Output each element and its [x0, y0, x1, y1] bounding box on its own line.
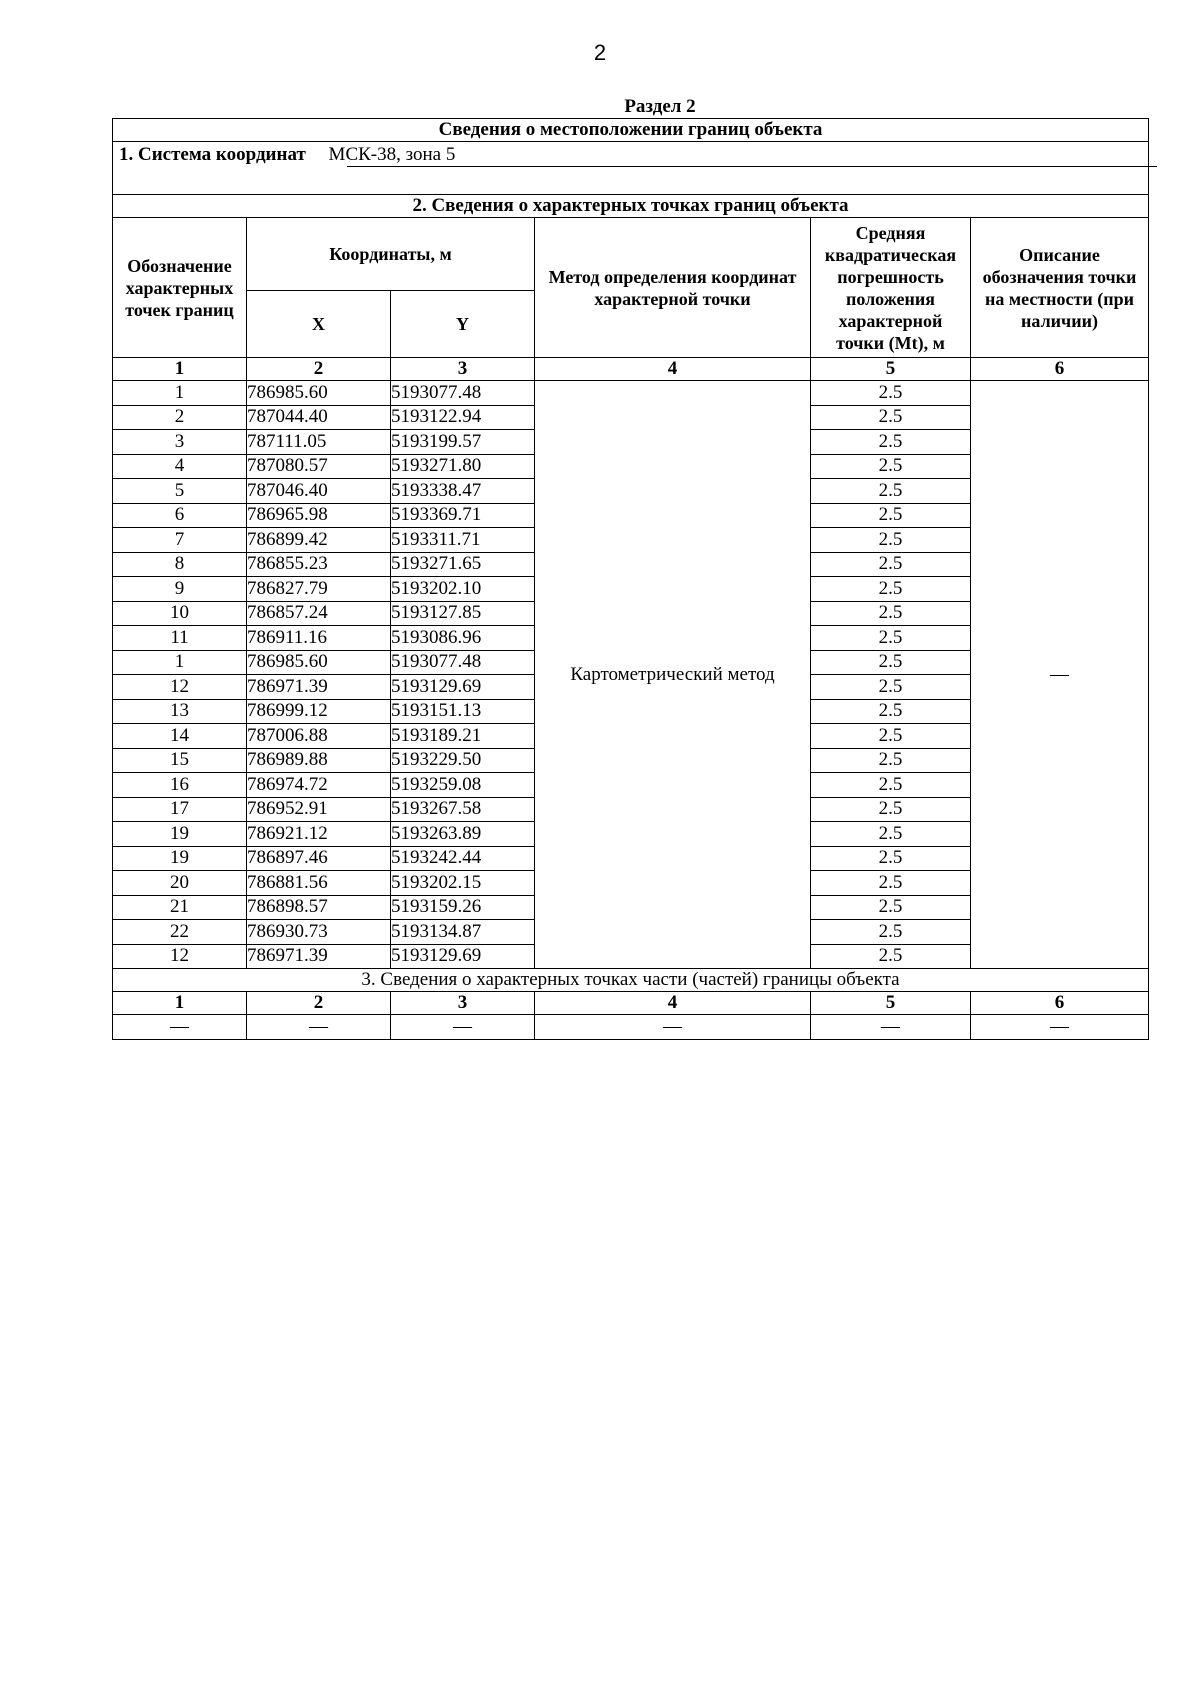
point-number: 16	[113, 773, 247, 798]
point-x: 786965.98	[247, 503, 391, 528]
coord-system-row	[113, 142, 1149, 169]
point-number: 19	[113, 846, 247, 871]
point-mt: 2.5	[811, 895, 971, 920]
point-mt: 2.5	[811, 626, 971, 651]
method-cell: Картометрический метод	[535, 381, 811, 969]
point-x: 787046.40	[247, 479, 391, 504]
point-mt: 2.5	[811, 454, 971, 479]
point-number: 9	[113, 577, 247, 602]
point-number: 1	[113, 650, 247, 675]
point-x: 786952.91	[247, 797, 391, 822]
parts-empty-cell: —	[113, 1015, 247, 1040]
point-number: 6	[113, 503, 247, 528]
coord-system-cell	[113, 142, 1149, 169]
point-y: 5193259.08	[391, 773, 535, 798]
parts-empty-cell: —	[811, 1015, 971, 1040]
point-x: 786974.72	[247, 773, 391, 798]
header-row-1	[113, 218, 1149, 291]
column-number: 2	[247, 358, 391, 381]
parts-empty-row	[113, 1015, 1149, 1040]
point-mt: 2.5	[811, 944, 971, 969]
point-number: 15	[113, 748, 247, 773]
point-number: 2	[113, 405, 247, 430]
point-y: 5193369.71	[391, 503, 535, 528]
point-number: 8	[113, 552, 247, 577]
parts-column-number: 5	[811, 992, 971, 1015]
point-y: 5193271.80	[391, 454, 535, 479]
point-x: 786857.24	[247, 601, 391, 626]
point-x: 786985.60	[247, 381, 391, 406]
point-y: 5193151.13	[391, 699, 535, 724]
point-x: 786985.60	[247, 650, 391, 675]
point-number: 12	[113, 944, 247, 969]
point-y: 5193134.87	[391, 920, 535, 945]
point-mt: 2.5	[811, 430, 971, 455]
parts-column-number: 4	[535, 992, 811, 1015]
point-y: 5193267.58	[391, 797, 535, 822]
point-number: 10	[113, 601, 247, 626]
point-number: 7	[113, 528, 247, 553]
point-x: 786989.88	[247, 748, 391, 773]
point-mt: 2.5	[811, 503, 971, 528]
parts-column-number: 6	[971, 992, 1149, 1015]
header-method: Метод определения координат характерной точки	[535, 218, 811, 358]
table-title-row	[113, 119, 1149, 142]
point-mt: 2.5	[811, 773, 971, 798]
point-y: 5193338.47	[391, 479, 535, 504]
point-mt: 2.5	[811, 920, 971, 945]
parts-empty-cell: —	[391, 1015, 535, 1040]
point-mt: 2.5	[811, 797, 971, 822]
header-x: X	[247, 291, 391, 358]
point-y: 5193202.15	[391, 871, 535, 896]
point-mt: 2.5	[811, 528, 971, 553]
point-mt: 2.5	[811, 699, 971, 724]
point-number: 19	[113, 822, 247, 847]
point-mt: 2.5	[811, 822, 971, 847]
parts-column-number: 3	[391, 992, 535, 1015]
points-section-row	[113, 195, 1149, 218]
point-mt: 2.5	[811, 650, 971, 675]
parts-section-title: 3. Сведения о характерных точках части (частей) границы объекта	[113, 969, 1149, 992]
point-mt: 2.5	[811, 601, 971, 626]
description-cell: —	[971, 381, 1149, 969]
spacer-cell	[113, 168, 1149, 195]
coord-system-value: МСК-38, зона 5	[328, 143, 456, 165]
parts-empty-cell: —	[247, 1015, 391, 1040]
parts-empty-cell: —	[535, 1015, 811, 1040]
point-number: 4	[113, 454, 247, 479]
point-mt: 2.5	[811, 405, 971, 430]
point-number: 17	[113, 797, 247, 822]
point-number: 21	[113, 895, 247, 920]
point-mt: 2.5	[811, 871, 971, 896]
parts-empty-cell: —	[971, 1015, 1149, 1040]
points-section-title: 2. Сведения о характерных точках границ объекта	[113, 195, 1149, 218]
point-number: 20	[113, 871, 247, 896]
point-number: 12	[113, 675, 247, 700]
column-number: 5	[811, 358, 971, 381]
point-mt: 2.5	[811, 577, 971, 602]
point-x: 786898.57	[247, 895, 391, 920]
header-description: Описание обозначения точки на местности (при наличии)	[971, 218, 1149, 358]
point-mt: 2.5	[811, 675, 971, 700]
header-y: Y	[391, 291, 535, 358]
point-y: 5193199.57	[391, 430, 535, 455]
point-y: 5193263.89	[391, 822, 535, 847]
parts-column-numbers-row	[113, 992, 1149, 1015]
point-x: 786881.56	[247, 871, 391, 896]
column-number: 4	[535, 358, 811, 381]
point-x: 786897.46	[247, 846, 391, 871]
point-mt: 2.5	[811, 724, 971, 749]
parts-column-number: 1	[113, 992, 247, 1015]
page-number: 2	[593, 40, 607, 65]
point-x: 787080.57	[247, 454, 391, 479]
point-number: 1	[113, 381, 247, 406]
point-y: 5193311.71	[391, 528, 535, 553]
point-mt: 2.5	[811, 479, 971, 504]
column-numbers-row	[113, 358, 1149, 381]
point-number: 3	[113, 430, 247, 455]
point-x: 786971.39	[247, 944, 391, 969]
point-y: 5193159.26	[391, 895, 535, 920]
column-number: 3	[391, 358, 535, 381]
point-x: 786827.79	[247, 577, 391, 602]
header-coordinates: Координаты, м	[247, 218, 535, 291]
point-x: 786999.12	[247, 699, 391, 724]
column-number: 1	[113, 358, 247, 381]
point-y: 5193077.48	[391, 381, 535, 406]
point-y: 5193122.94	[391, 405, 535, 430]
point-y: 5193229.50	[391, 748, 535, 773]
point-x: 787044.40	[247, 405, 391, 430]
point-y: 5193129.69	[391, 675, 535, 700]
column-number: 6	[971, 358, 1149, 381]
point-mt: 2.5	[811, 552, 971, 577]
point-y: 5193086.96	[391, 626, 535, 651]
point-number: 22	[113, 920, 247, 945]
point-mt: 2.5	[811, 381, 971, 406]
point-x: 786899.42	[247, 528, 391, 553]
parts-section-row	[113, 969, 1149, 992]
coord-system-underline	[347, 166, 1157, 167]
table-row	[113, 381, 1149, 406]
point-y: 5193202.10	[391, 577, 535, 602]
boundary-table	[112, 118, 1149, 1040]
point-y: 5193127.85	[391, 601, 535, 626]
point-x: 786911.16	[247, 626, 391, 651]
point-y: 5193271.65	[391, 552, 535, 577]
point-mt: 2.5	[811, 846, 971, 871]
point-mt: 2.5	[811, 748, 971, 773]
point-y: 5193189.21	[391, 724, 535, 749]
header-error: Средняя квадратическая погрешность положения характерной точки (Mt), м	[811, 218, 971, 358]
point-x: 786855.23	[247, 552, 391, 577]
point-x: 786971.39	[247, 675, 391, 700]
point-y: 5193077.48	[391, 650, 535, 675]
header-designation: Обозначение характерных точек границ	[113, 218, 247, 358]
point-y: 5193129.69	[391, 944, 535, 969]
point-number: 13	[113, 699, 247, 724]
point-x: 786921.12	[247, 822, 391, 847]
point-x: 787006.88	[247, 724, 391, 749]
point-y: 5193242.44	[391, 846, 535, 871]
table-title: Сведения о местоположении границ объекта	[113, 119, 1149, 142]
parts-column-number: 2	[247, 992, 391, 1015]
section-title: Раздел 2	[624, 96, 696, 117]
point-number: 5	[113, 479, 247, 504]
spacer-row	[113, 168, 1149, 195]
point-x: 786930.73	[247, 920, 391, 945]
coord-system-label: 1. Система координат	[119, 143, 306, 165]
point-x: 787111.05	[247, 430, 391, 455]
point-number: 14	[113, 724, 247, 749]
point-number: 11	[113, 626, 247, 651]
